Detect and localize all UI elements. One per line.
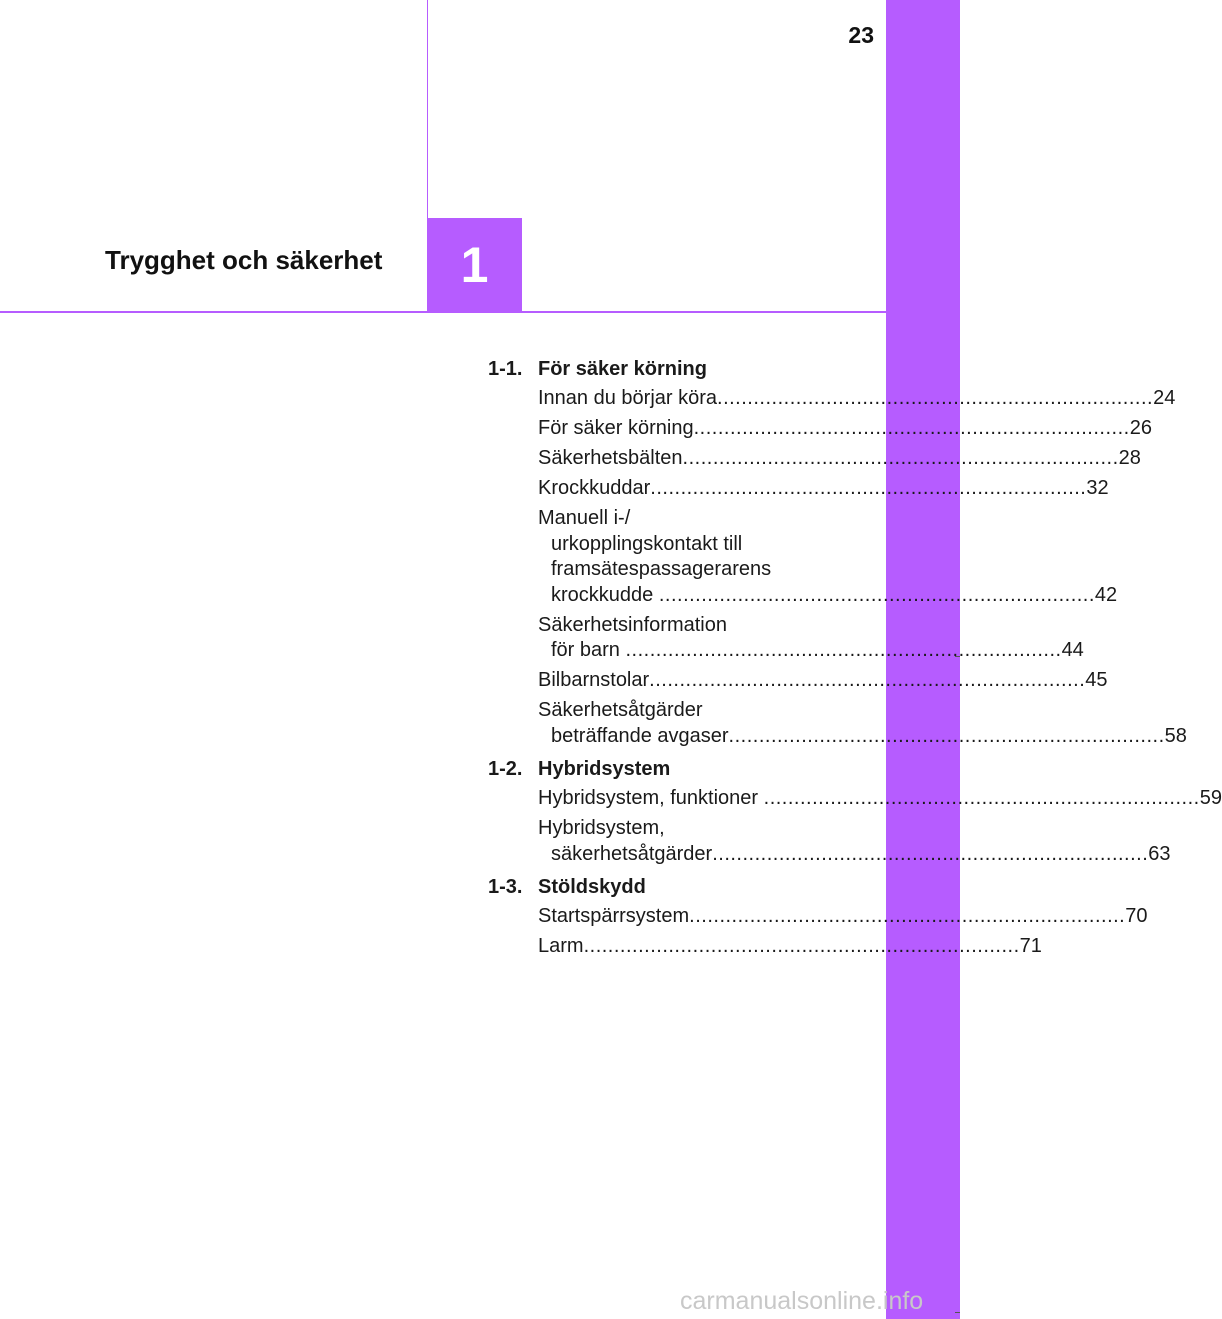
toc-dot-leader	[625, 639, 1061, 661]
toc-dot-leader	[717, 387, 1153, 409]
toc-entry[interactable]	[538, 506, 1118, 608]
toc-dot-leader	[729, 725, 1165, 747]
toc-dot-leader	[659, 584, 1095, 606]
toc-entry-text: Larm	[538, 935, 584, 957]
toc-entry[interactable]	[538, 416, 1152, 442]
toc-section-heading	[488, 756, 828, 782]
toc-page-number: 63	[1148, 842, 1171, 865]
toc-page-number: 44	[1061, 639, 1084, 661]
toc-page-number: 71	[1019, 935, 1042, 957]
toc-page-number: 45	[1085, 669, 1108, 691]
toc-entry[interactable]	[538, 668, 1108, 694]
toc-entry-text: Hybridsystem, funktioner	[538, 787, 764, 809]
toc-entry[interactable]	[538, 786, 1222, 812]
toc-dot-leader	[689, 905, 1125, 927]
toc-entry-line	[538, 904, 1148, 930]
toc-dot-leader	[694, 417, 1130, 439]
toc-entry-text: beträffande avgaser	[551, 724, 729, 747]
chapter-title: Trygghet och säkerhet	[105, 245, 383, 275]
toc-dot-leader	[650, 477, 1086, 499]
toc-dot-leader	[649, 669, 1085, 691]
watermark: carmanualsonline.info	[680, 1287, 924, 1315]
toc-section-number: 1-1.	[488, 358, 523, 380]
toc-entry-line	[538, 934, 1042, 960]
toc-entry[interactable]	[538, 613, 1084, 664]
toc-section-number: 1-2.	[488, 758, 523, 780]
toc-entry[interactable]	[538, 904, 1148, 930]
crop-mark	[955, 1312, 960, 1313]
toc-entry-line	[538, 476, 1109, 502]
toc-section	[488, 356, 1187, 749]
page-number: 23	[848, 22, 874, 48]
toc-page-number: 28	[1118, 447, 1141, 469]
toc-entry-line	[538, 416, 1152, 442]
toc-page-number: 32	[1086, 477, 1109, 499]
toc-entry-text: krockkudde	[551, 583, 659, 606]
toc-dot-leader	[764, 787, 1200, 809]
toc-section-heading	[488, 356, 828, 382]
toc-page-number: 26	[1129, 417, 1152, 439]
toc-section	[488, 874, 1148, 960]
toc-page-number: 58	[1164, 724, 1187, 747]
toc-entry-text: Säkerhetsinformation	[538, 613, 727, 636]
toc-section-heading	[488, 874, 828, 900]
toc-entry-text: Startspärrsystem	[538, 905, 690, 927]
toc-section-title: Stöldskydd	[538, 876, 646, 898]
toc-entry-line	[538, 786, 1222, 812]
table-of-contents	[488, 356, 1222, 967]
toc-entry-text: Bilbarnstolar	[538, 669, 650, 691]
toc-section-title: Hybridsystem	[538, 758, 671, 780]
toc-page-number: 42	[1094, 583, 1118, 606]
toc-entry[interactable]	[538, 816, 1171, 867]
horizontal-divider	[0, 311, 886, 313]
toc-entry-line	[538, 583, 1118, 609]
toc-dot-leader	[584, 935, 1020, 957]
chapter-number-box	[427, 218, 522, 311]
toc-entry-line	[538, 842, 1171, 868]
toc-section-title: För säker körning	[538, 358, 707, 380]
toc-section-number: 1-3.	[488, 876, 523, 898]
vertical-divider	[427, 0, 428, 218]
toc-entry-line	[538, 386, 1176, 412]
toc-entry-line	[538, 638, 1084, 664]
toc-page-number: 24	[1153, 387, 1176, 409]
toc-entry-text: Säkerhetsåtgärder	[538, 699, 703, 721]
toc-section	[488, 756, 1222, 867]
chapter-number: 1	[460, 236, 489, 293]
toc-page-number: 59	[1199, 787, 1222, 809]
toc-entry[interactable]	[538, 698, 1187, 749]
toc-entry-text: Hybridsystem,	[538, 817, 665, 839]
toc-entry-text: För säker körning	[538, 417, 694, 439]
toc-entry-line	[538, 724, 1187, 750]
toc-entry-text: Krockkuddar	[538, 477, 651, 499]
toc-entry-text: Säkerhetsbälten	[538, 447, 683, 469]
toc-entry-text: säkerhetsåtgärder	[551, 842, 713, 865]
toc-entry[interactable]	[538, 934, 1042, 960]
toc-entry[interactable]	[538, 446, 1141, 472]
toc-entry-text: urkopplingskontakt till	[551, 532, 743, 555]
toc-page-number: 70	[1125, 905, 1148, 927]
toc-entry[interactable]	[538, 386, 1176, 412]
toc-entry-line	[538, 446, 1141, 472]
toc-dot-leader	[683, 447, 1119, 469]
toc-entry-text: för barn	[551, 639, 626, 661]
toc-entry-text: Innan du börjar köra	[538, 387, 718, 409]
crop-mark	[955, 656, 960, 657]
toc-dot-leader	[712, 843, 1148, 865]
toc-entry-text: Manuell i-/	[538, 507, 631, 529]
toc-entry-line	[538, 668, 1108, 694]
toc-entry-text: framsätespassagerarens	[551, 558, 772, 580]
toc-entry[interactable]	[538, 476, 1109, 502]
